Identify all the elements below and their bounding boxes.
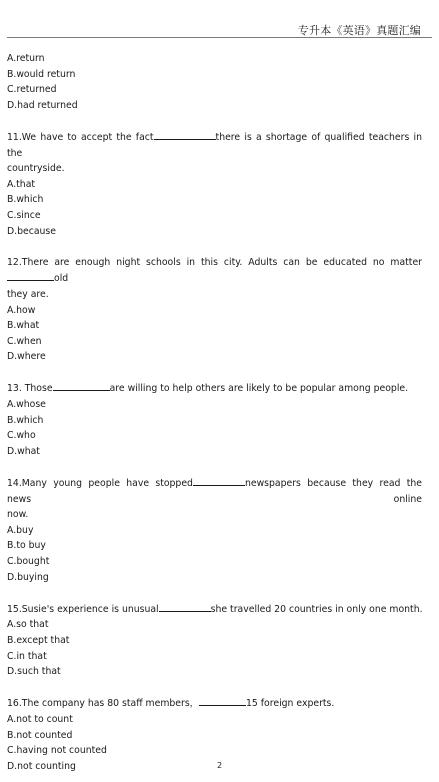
answer-blank — [7, 270, 54, 281]
option-d: D.what — [7, 445, 40, 457]
question-12 — [7, 255, 422, 365]
option-a: A.not to count — [7, 713, 73, 725]
option-d: D.where — [7, 351, 46, 363]
option-c: C.when — [7, 335, 42, 347]
answer-blank — [193, 475, 245, 486]
answer-blank — [154, 129, 216, 140]
question-stem-cont: countryside. — [7, 163, 65, 175]
question-stem-cont: now. — [7, 509, 29, 521]
answer-blank — [159, 601, 211, 612]
page-header-title: 专升本《英语》真题汇编 — [297, 24, 421, 37]
option-b: B.except that — [7, 634, 70, 646]
option-c: C.in that — [7, 650, 47, 662]
option-b: B.which — [7, 194, 44, 206]
option-c: C.who — [7, 430, 36, 442]
question-stem: 14.Many young people have stopped newspapers because they read the news online — [7, 475, 422, 507]
option-d: D.not counting — [7, 760, 76, 772]
option-b: B.what — [7, 320, 40, 332]
option-d: D.had returned — [7, 99, 78, 111]
option-c: C.bought — [7, 556, 50, 567]
option-d: D.buying — [7, 571, 49, 583]
page-content — [7, 51, 422, 774]
question-stem: 13. Those are willing to help others are likely to be popular among people. — [7, 380, 422, 397]
option-d: D.because — [7, 225, 56, 237]
header-rule — [7, 37, 432, 38]
question-stem: 15.Susie's experience is unusual she travelled 20 countries in only one month. — [7, 601, 422, 618]
question-stem: 16.The company has 80 staff members， 15 foreign experts. — [7, 695, 422, 712]
option-a: A.so that — [7, 619, 49, 631]
option-a: A.whose — [7, 399, 46, 411]
previous-question-options — [7, 51, 422, 113]
option-a: A.how — [7, 304, 36, 316]
option-b: B.which — [7, 414, 44, 426]
option-c: C.having not counted — [7, 745, 107, 757]
page-number: 2 — [216, 761, 223, 770]
option-b: B.to buy — [7, 540, 46, 552]
option-d: D.such that — [7, 666, 61, 678]
question-stem: 12.There are enough night schools in this city. Adults can be educated no matterold — [7, 256, 422, 285]
question-15 — [7, 601, 422, 680]
option-b: B.would return — [7, 68, 76, 80]
question-14 — [7, 475, 422, 585]
question-13 — [7, 380, 422, 459]
question-stem-cont: they are. — [7, 288, 49, 300]
option-c: C.since — [7, 209, 41, 221]
question-stem: 11.We have to accept the fact there is a shortage of qualified teachers in the — [7, 129, 422, 161]
option-b: B.not counted — [7, 729, 73, 741]
answer-blank — [199, 695, 246, 706]
option-a: A.buy — [7, 524, 34, 536]
question-11 — [7, 129, 422, 239]
option-c: C.returned — [7, 84, 57, 96]
option-a: A.that — [7, 178, 36, 190]
answer-blank — [53, 380, 110, 391]
option-a: A.return — [7, 53, 45, 64]
